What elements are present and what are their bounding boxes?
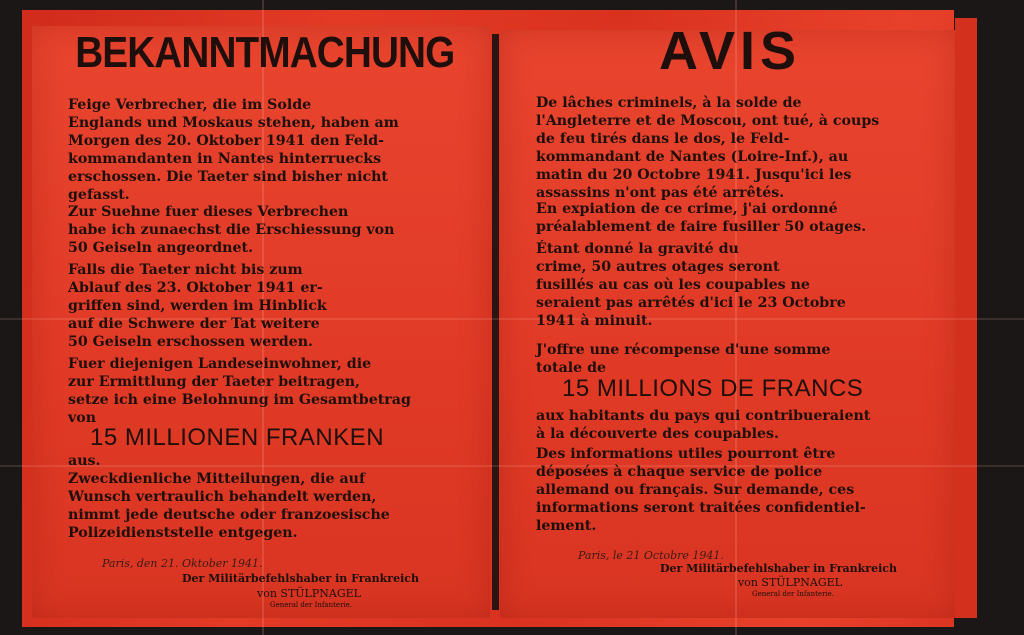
- german-title: BEKANNTMACHUNG: [75, 28, 455, 77]
- german-paragraph-3: Falls die Taeter nicht bis zum Ablauf des 23. Oktober 1941 er- griffen sind, werden im Hinblick auf die Schwere der Tat weitere 50 Geiseln erschossen werden.: [68, 262, 327, 350]
- german-signature: Der Militärbefehlshaber in Frankreich: [182, 572, 419, 585]
- french-paragraph-4: J'offre une récompense d'une somme totale de: [536, 342, 831, 376]
- french-reward-amount: 15 MILLIONS DE FRANCS: [562, 375, 864, 402]
- german-paragraph-4: Fuer diejenigen Landeseinwohner, die zur Ermittlung der Taeter beitragen, setze ich eine Belohnung im Gesamtbetrag von: [68, 356, 411, 426]
- fold-line: [0, 465, 1024, 467]
- french-paragraph-5: aux habitants du pays qui contribueraient à la découverte des coupables.: [536, 408, 871, 442]
- german-signature-rank: General der Infanterie.: [270, 601, 353, 609]
- french-signature-name: von STÜLPNAGEL: [738, 576, 842, 589]
- center-divider: [492, 34, 499, 610]
- french-signature-rank: General der Infanterie.: [752, 590, 835, 598]
- german-signature-name: von STÜLPNAGEL: [257, 587, 361, 600]
- german-paragraph-1: Feige Verbrecher, die im Solde Englands und Moskaus stehen, haben am Morgen des 20. Oktober 1941 den Feld- kommandanten in Nantes hinterruecks erschossen. Die Taeter sind bisher nicht gefasst.: [68, 97, 399, 203]
- german-paragraph-2: Zur Suehne fuer dieses Verbrechen habe ich zunaechst die Erschiessung von 50 Geiseln angeordnet.: [68, 204, 395, 256]
- poster-border-top: [0, 0, 1024, 10]
- french-signature: Der Militärbefehlshaber in Frankreich: [660, 562, 897, 575]
- french-title: AVIS: [658, 21, 802, 81]
- french-paragraph-3: Étant donné la gravité du crime, 50 autres otages seront fusillés au cas où les coupables ne seraient pas arrêtés d'ici le 23 Octobre 1941 à minuit.: [536, 241, 846, 329]
- german-date: Paris, den 21. Oktober 1941.: [102, 557, 263, 570]
- german-paragraph-6: Zweckdienliche Mitteilungen, die auf Wunsch vertraulich behandelt werden, nimmt jede deutsche oder franzoesische Polizeidienststelle entgegen.: [68, 471, 390, 541]
- french-paragraph-1: De lâches criminels, à la solde de l'Angleterre et de Moscou, ont tué, à coups de feu tirés dans le dos, le Feld- kommandant de Nantes (Loire-Inf.), au matin du 20 Octobre 1941. Jusqu'ici les assassins n'ont pas été arrêtés.: [536, 95, 880, 201]
- poster-border-bottom: [0, 627, 1024, 635]
- german-reward-amount: 15 MILLIONEN FRANKEN: [90, 424, 385, 451]
- french-paragraph-2: En expiation de ce crime, j'ai ordonné préalablement de faire fusiller 50 otages.: [536, 201, 867, 235]
- french-paragraph-6: Des informations utiles pourront être déposées à chaque service de police allemand ou français. Sur demande, ces informations seront traitées confidentiel- lement.: [536, 446, 866, 534]
- german-paragraph-5: aus.: [68, 453, 101, 469]
- french-date: Paris, le 21 Octobre 1941.: [578, 549, 724, 562]
